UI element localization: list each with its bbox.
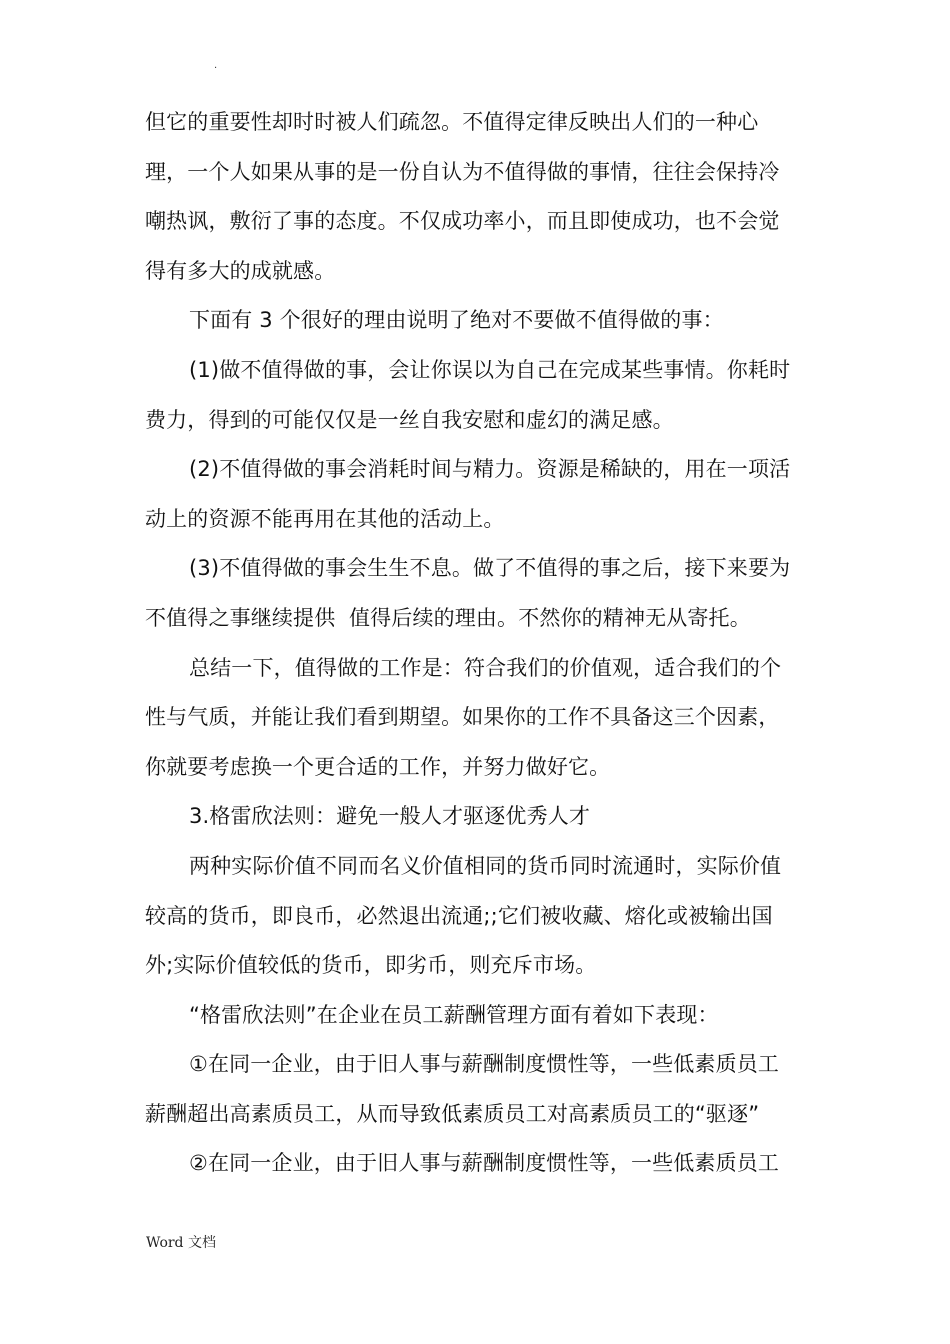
text-line: (3)不值得做的事会生生不息。做了不值得的事之后，接下来要为 — [189, 556, 791, 581]
text-line: 不值得之事继续提供 值得后续的理由。不然你的精神无从寄托。 — [145, 605, 751, 630]
text-line: 两种实际价值不同而名义价值相同的货币同时流通时，实际价值 — [189, 853, 782, 878]
text-line: 嘲热讽，敷衍了事的态度。不仅成功率小，而且即使成功，也不会觉 — [145, 209, 780, 234]
text-line: (1)做不值得做的事，会让你误以为自己在完成某些事情。你耗时 — [189, 357, 791, 382]
text-line: (2)不值得做的事会消耗时间与精力。资源是稀缺的，用在一项活 — [189, 457, 791, 482]
text-line: ②在同一企业，由于旧人事与薪酬制度惯性等，一些低素质员工 — [189, 1151, 780, 1176]
text-line: 你就要考虑换一个更合适的工作，并努力做好它。 — [145, 754, 611, 779]
header-mark: . — [214, 60, 218, 71]
text-line: 总结一下，值得做的工作是：符合我们的价值观，适合我们的个 — [189, 655, 782, 680]
text-line: 性与气质，并能让我们看到期望。如果你的工作不具备这三个因素， — [145, 705, 780, 730]
text-line: 费力，得到的可能仅仅是一丝自我安慰和虚幻的满足感。 — [145, 407, 674, 432]
footer-label: Word 文档 — [146, 1235, 216, 1251]
text-line: 外;实际价值较低的货币，即劣币，则充斥市场。 — [145, 953, 597, 978]
text-line: 动上的资源不能再用在其他的活动上。 — [145, 506, 505, 531]
text-line: 薪酬超出高素质员工，从而导致低素质员工对高素质员工的“驱逐” — [145, 1101, 760, 1126]
text-line: 得有多大的成就感。 — [145, 258, 336, 283]
text-line: 较高的货币，即良币，必然退出流通;;它们被收藏、熔化或被输出国 — [145, 903, 773, 928]
text-line: “格雷欣法则”在企业在员工薪酬管理方面有着如下表现： — [189, 1002, 719, 1027]
text-line: 理，一个人如果从事的是一份自认为不值得做的事情，往往会保持冷 — [145, 159, 780, 184]
text-line: 但它的重要性却时时被人们疏忽。不值得定律反映出人们的一种心 — [145, 110, 759, 134]
text-line: ①在同一企业，由于旧人事与薪酬制度惯性等，一些低素质员工 — [189, 1052, 780, 1077]
text-line: 下面有 3 个很好的理由说明了绝对不要做不值得做的事： — [189, 308, 724, 333]
section-heading: 3.格雷欣法则：避免一般人才驱逐优秀人才 — [189, 804, 591, 829]
document-body — [145, 98, 817, 1189]
